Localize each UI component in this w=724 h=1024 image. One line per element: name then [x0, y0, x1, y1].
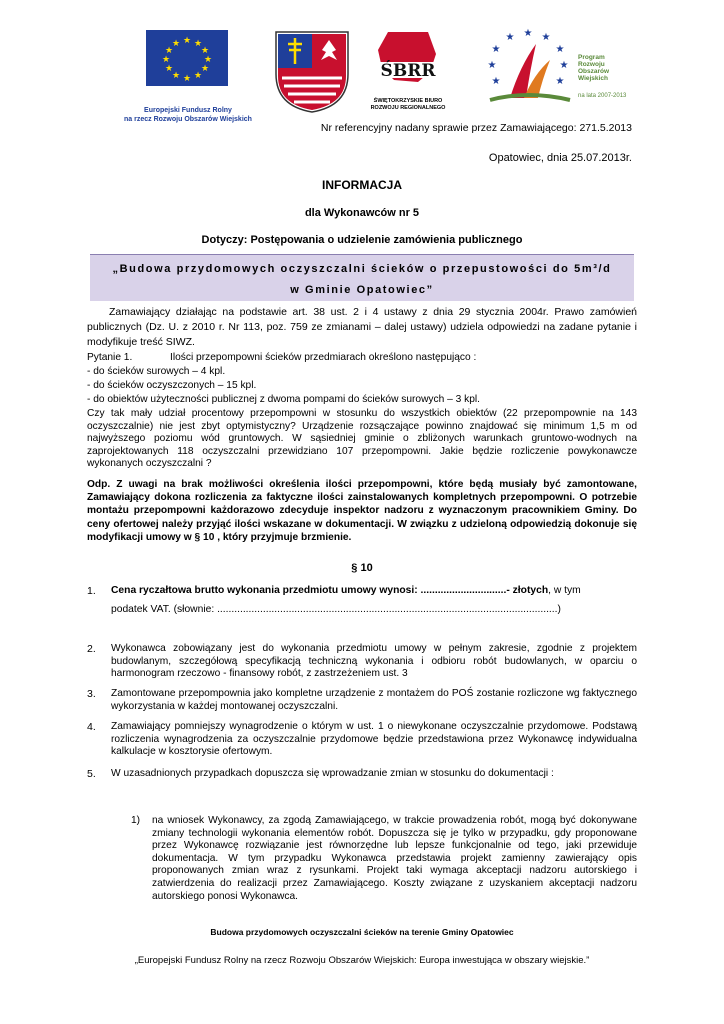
svg-text:★: ★ — [505, 32, 515, 43]
svg-text:★: ★ — [541, 32, 551, 43]
sub-item-number: 1) — [131, 815, 141, 826]
item-5: W uzasadnionych przypadkach dopuszcza się wprowadzanie zmian w stosunku do dokumentacji : — [111, 768, 554, 779]
coat-of-arms-icon — [274, 30, 350, 114]
banner-line2: w Gminie Opatowiec” — [290, 284, 434, 296]
svg-text:★: ★ — [200, 46, 210, 56]
prow-logo-icon — [480, 26, 576, 106]
item-3: Zamontowane przepompownia jako kompletne urządzenie z montażem do POŚ zostanie rozliczone wg faktycznego wykorzystania w każdej montowanej oczyszczalni. — [111, 688, 637, 712]
eu-label-line1: Europejski Fundusz Rolny — [144, 107, 232, 114]
svg-text:★: ★ — [523, 28, 533, 39]
logo-row — [108, 26, 628, 123]
svg-text:★: ★ — [171, 71, 181, 81]
footer-project: Budowa przydomowych oczyszczalni ścieków na terenie Gminy Opatowiec — [210, 927, 514, 937]
item-4: Zamawiający pomniejszy wynagrodzenie o którym w ust. 1 o niewykonane oczyszczalnie przydomowe. Podstawą rozliczenia wynagrodzenia za oczyszczalnie przydomowe będzie przedstawiona przez Wykonawcę indywidualna kalkulacje w kosztorysie ofertowym. — [111, 721, 637, 758]
document-title: INFORMACJA — [322, 178, 402, 192]
item-3-number: 3. — [87, 688, 96, 700]
item-1-number: 1. — [87, 585, 96, 597]
svg-text:★: ★ — [193, 39, 203, 49]
document-subtitle: dla Wykonawców nr 5 — [304, 207, 420, 219]
svg-text:★: ★ — [555, 44, 565, 55]
question-line1: - do ścieków surowych – 4 kpl. — [87, 366, 226, 377]
svg-text:★: ★ — [193, 71, 203, 81]
sbrr-logo-text: ŚBRR — [380, 61, 436, 81]
banner-line1: „Budowa przydomowych oczyszczalni ścieków o przepustowości do 5m³/d — [112, 263, 612, 275]
footer-fund: „Europejski Fundusz Rolny na rzecz Rozwoju Obszarów Wiejskich: Europa inwestująca w obszary wiejskie.” — [134, 955, 590, 966]
svg-text:★: ★ — [200, 64, 210, 74]
intro-paragraph: Zamawiający działając na podstawie art. 38 ust. 2 i 4 ustawy z dnia 29 stycznia 2004r. Prawo zamówień publicznych (Dz. U. z 2010 r. Nr 113, poz. 759 ze zmianami – dalej ustawy) udziela odpowiedzi na zadane pytanie i modyfikuje treść SIWZ. — [87, 306, 637, 348]
item-1-line2: podatek VAT. (słownie: .......................................................................................................................) — [111, 604, 561, 615]
item-2-number: 2. — [87, 643, 96, 655]
svg-text:★: ★ — [182, 74, 192, 84]
sbrr-logo-icon — [358, 28, 458, 98]
reference-number: Nr referencyjny nadany sprawie przez Zamawiającego: 271.5.2013 — [320, 122, 632, 134]
svg-text:★: ★ — [182, 36, 192, 46]
svg-text:★: ★ — [491, 44, 501, 55]
item-1-bold: Cena ryczałtowa brutto wykonania przedmiotu umowy wynosi: ..............................- złotych — [111, 585, 549, 596]
svg-text:★: ★ — [161, 55, 171, 65]
answer-paragraph: Odp. Z uwagi na brak możliwości określenia ilości przepompowni, które będą musiały być zamontowane, Zamawiający dokona rozliczenia za faktyczne ilości zainstalowanych kompletnych przepompowni. O potrzebie montażu przepompowni każdorazowo zdecyduje inspektor nadzoru z wyznaczonym pracownikiem Gminy. Do ceny ofertowej należy przyjąć ilości wskazane w dokumentacji. W związku z udzieloną odpowiedzią dokonuje się modyfikacji umowy w § 10 , który przyjmuje brzmienie. — [87, 479, 637, 543]
item-4-number: 4. — [87, 721, 96, 733]
subject-banner — [90, 254, 634, 301]
sbrr-label-line1: ŚWIĘTOKRZYSKIE BIURO — [373, 98, 443, 104]
question-line2: - do ścieków oczyszczonych – 15 kpl. — [87, 380, 257, 391]
document-subject: Dotyczy: Postępowania o udzielenie zamówienia publicznego — [201, 234, 523, 246]
document-date: Opatowiec, dnia 25.07.2013r. — [488, 152, 632, 164]
prow-label — [578, 54, 609, 82]
section-heading: § 10 — [351, 562, 373, 574]
eu-flag-icon — [146, 30, 228, 86]
svg-text:★: ★ — [203, 55, 213, 65]
svg-text:★: ★ — [491, 76, 501, 87]
svg-text:★: ★ — [171, 39, 181, 49]
question-text: Ilości przepompowni ścieków przedmiarach określono następująco : — [170, 352, 477, 363]
sbrr-label-line2: ROZWOJU REGIONALNEGO — [370, 105, 446, 111]
svg-text:★: ★ — [487, 60, 497, 71]
question-label: Pytanie 1. — [87, 352, 133, 363]
eu-label-line2: na rzecz Rozwoju Obszarów Wiejskich — [124, 116, 252, 123]
prow-label-line1: Program — [578, 54, 605, 61]
prow-label-line3: Obszarów — [578, 68, 610, 75]
item-1-rest: , w tym — [548, 585, 581, 596]
item-2: Wykonawca zobowiązany jest do wykonania przedmiotu umowy w pełnym zakresie, zgodnie z projektem budowlanym, szczegółową specyfikacją techniczną wykonania i odbioru robót budowlanych, w oparciu o harmonogram rzeczowo - finansowy robót, z zastrzeżeniem ust. 3 — [111, 643, 637, 680]
question-paragraph: Czy tak mały udział procentowy przepompowni w stosunku do wszystkich obiektów (22 przepompownie na 143 oczyszczalnie) nie jest zbyt optymistyczny? Urządzenie rozsączające powinno znajdować się minimum 1,5 m od najwyższego poziomu wód gruntowych. W sąsiedniej gminie o zbliżonych warunkach gruntowo-wodnych na zaprojektowanych 118 oczyszczalni przewidziano 107 przepompowni. Jakie będzie rozliczenie powykonawcze wykonanych oczyszczalni ? — [87, 408, 637, 469]
svg-text:★: ★ — [164, 46, 174, 56]
sbrr-label — [358, 98, 458, 112]
svg-text:★: ★ — [555, 76, 565, 87]
prow-years: na lata 2007-2013 — [578, 93, 627, 99]
item-5-number: 5. — [87, 768, 96, 780]
svg-text:★: ★ — [559, 60, 569, 71]
prow-label-line2: Rozwoju — [578, 61, 605, 68]
svg-text:★: ★ — [164, 64, 174, 74]
sub-item-1: na wniosek Wykonawcy, za zgodą Zamawiającego, w trakcie prowadzenia robót, mogą być dokonywane zmiany technologii wykonania elementów robót. Dopuszcza się je tylko w przypadku, gdy proponowane przez Wykonawcę rozwiązanie jest równorzędne lub lepsze funkcjonalnie od tego, jaki przewiduje dokumentacja. W tym przypadku Wykonawca przedstawia projekt zamienny zawierający opis proponowanych zmian wraz z rysunkami. Projekt taki wymaga akceptacji nadzoru autorskiego i zatwierdzenia do realizacji przez Zamawiającego. Koszty związane z uzyskaniem akceptacji nadzoru autorskiego ponosi Wykonawca. — [152, 815, 637, 902]
item-1 — [111, 585, 637, 598]
question-line3: - do obiektów użyteczności publicznej z dwoma pompami do ścieków surowych – 3 kpl. — [87, 394, 480, 405]
prow-label-line4: Wiejskich — [578, 75, 608, 82]
